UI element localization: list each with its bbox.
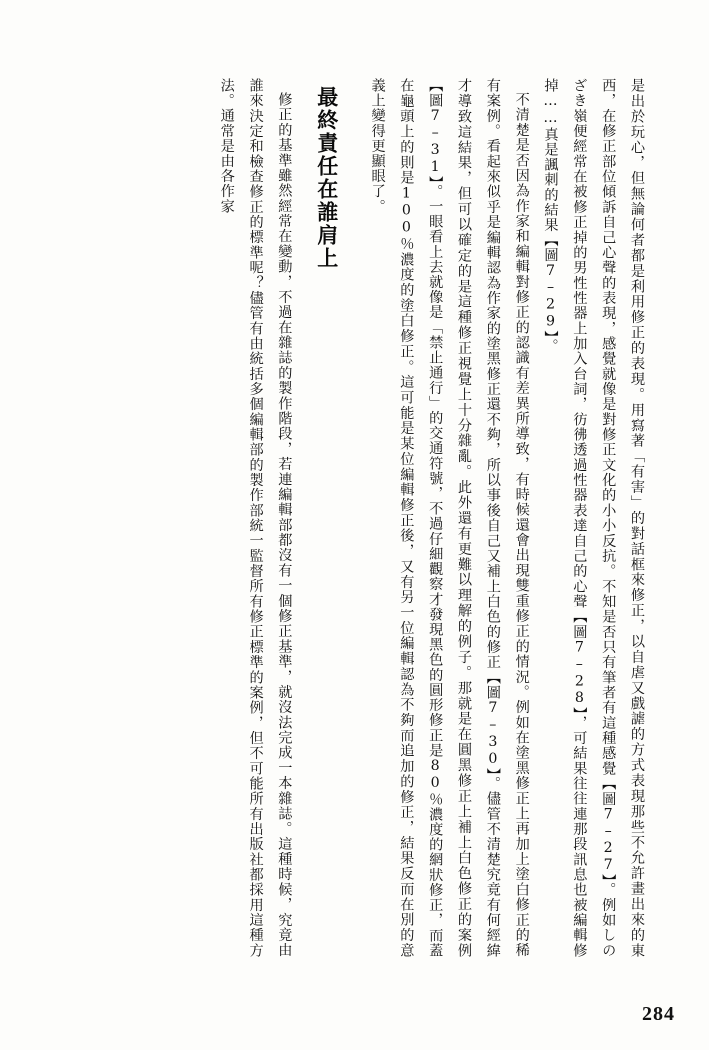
paragraph-3: 修正的基準雖然經常在變動，不過在雜誌的製作階段，若連編輯部都沒有一個修正基準，就沒法完成一本雜誌。這種時候，究竟由誰來決定和檢查修正的標準呢？儘管有由統括多個編輯部的製作部統一監督所有修正標準的案例，但不可能所有出版社都採用這種方法。通常是由各作家 (218, 78, 293, 958)
paragraph-2: 不清楚是否因為作家和編輯對修正的認識有差異所導致，有時候還會出現雙重修正的情況。例如在塗黑修正上再加上塗白修正的稀有案例。看起來似乎是編輯認為作家的塗黑修正還不夠，所以事後自己又補上白色的修正【圖7–30】。儘管不清楚究竟有何經緯才導致這結果，但可以確定的是這種修正視覺上十分雜亂。此外還有更難以理解的例子。那就是在圓黑修正上補上白色修正的案例【圖7–31】。一眼看上去就像是「禁止通行」的交通符號，不過仔細觀察才發現黑色的圓形修正是80％濃度的網狀修正，而蓋在龜頭上的則是100％濃度的塗白修正。這可能是某位編輯修正後，又有另一位編輯認為不夠而追加的修正，結果反而在別的意義上變得更顯眼了。 (369, 78, 530, 958)
vertical-text-body (91, 78, 651, 958)
section-heading: 最終責任在誰肩上 (314, 86, 340, 270)
page-number: 284 (642, 1003, 675, 1025)
paragraph-1: 是出於玩心，但無論何者都是利用修正的表現。用寫著「有害」的對話框來修正，以自虐又戲謔的方式表現那些不允許畫出來的東西，在修正部位傾訴自己心聲的表現，感覺就像是對修正文化的小小反抗。不知是否只有筆者有這種感覺【圖7–27】。例如しのざき嶺便經常在被修正掉的男性性器上加入台詞，彷彿透過性器表達自己的心聲【圖7–28】，可結果往往連那段訊息也被編輯修掉……真是諷刺的結果【圖7–29】。 (542, 78, 645, 958)
